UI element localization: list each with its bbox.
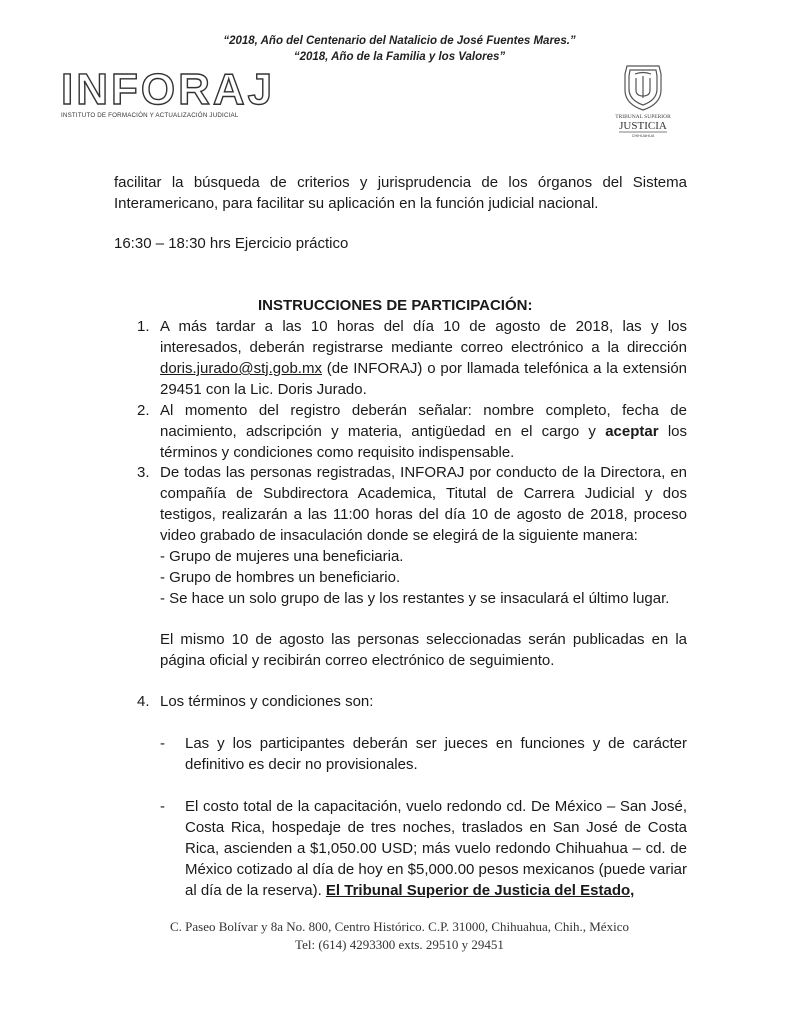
item-3-followup: El mismo 10 de agosto las personas seleccionadas serán publicadas en la página oficial y recibirán correo electrónico de seguimiento. (160, 631, 687, 669)
condition-2-bold-underline: El Tribunal Superior de Justicia del Estado, (325, 882, 635, 899)
seal-line-1: TRIBUNAL SUPERIOR (615, 114, 671, 120)
schedule-line: 16:30 – 18:30 hrs Ejercicio práctico (114, 235, 349, 252)
item-4-text: Los términos y condiciones son: (160, 693, 374, 710)
item-1-text (160, 316, 687, 400)
item-2-text-b: los términos y condiciones como requisito indispensable. (160, 423, 688, 461)
item-2-number: 2. (137, 402, 150, 419)
item-1-text-b: (de INFORAJ) o por llamada telefónica a la extensión 29451 con la Lic. Doris Jurado. (160, 360, 687, 398)
item-2-text-a: Al momento del registro deberán señalar: nombre completo, fecha de nacimiento, adscripción y materia, antigüedad en el cargo y (160, 402, 687, 440)
seal-line-3: CHIHUAHUA (631, 134, 655, 138)
seal-line-2: JUSTICIA (619, 120, 667, 132)
item-4-number: 4. (137, 693, 150, 710)
inforaj-logo-subtitle: INSTITUTO DE FORMACIÓN Y ACTUALIZACIÓN JUDICIAL (61, 112, 239, 119)
item-3-sub-1: - Grupo de mujeres una beneficiaria. (160, 548, 404, 565)
condition-1-bullet: - (160, 735, 165, 752)
header-motto-1: “2018, Año del Centenario del Natalicio de José Fuentes Mares.” (223, 35, 576, 47)
condition-2-text-body: El costo total de la capacitación, vuelo redondo cd. De México – San José, Costa Rica, hospedaje de tres noches, traslados en San José de Costa Rica, ascienden a $1,050.00 USD; más vuelo redondo Chihuahua – cd. de México cotizado al día de hoy en $5,000.00 pesos mexicanos (puede variar al día de la reserva). (185, 798, 687, 899)
footer-phone: Tel: (614) 4293300 exts. 29510 y 29451 (295, 937, 504, 952)
tribunal-seal (605, 60, 681, 140)
item-3-sub-2: - Grupo de hombres un beneficiario. (160, 569, 401, 586)
item-1-text-a: A más tardar a las 10 horas del día 10 de agosto de 2018, las y los interesados, deberán registrarse mediante correo electrónico a la dirección (160, 318, 687, 356)
item-3-text: De todas las personas registradas, INFORAJ por conducto de la Directora, en compañía de Subdirectora Academica, Titutal de Carrera Judicial y dos testigos, realizarán a las 11:00 horas del día 10 de agosto de 2018, proceso video grabado de insaculación donde se elegirá de la siguiente manera: (160, 464, 687, 544)
condition-2-text (185, 796, 687, 901)
item-2-bold: aceptar (605, 423, 659, 440)
intro-paragraph: facilitar la búsqueda de criterios y jurisprudencia de los órganos del Sistema Interamericano, para facilitar su aplicación en la función judicial nacional. (114, 174, 687, 212)
footer-address: C. Paseo Bolívar y 8a No. 800, Centro Histórico. C.P. 31000, Chihuahua, Chih., México (170, 919, 629, 934)
condition-1-text: Las y los participantes deberán ser jueces en funciones y de carácter definitivo es decir no provisionales. (185, 735, 687, 773)
item-3-sub-3: - Se hace un solo grupo de las y los restantes y se insaculará el último lugar. (160, 590, 670, 607)
item-1-email-link[interactable]: doris.jurado@stj.gob.mx (160, 360, 322, 377)
inforaj-logo: INFORAJ (61, 65, 276, 114)
item-2-text (160, 400, 687, 463)
condition-2-bullet: - (160, 798, 165, 815)
item-3-number: 3. (137, 464, 150, 481)
seal-emblem-icon (605, 60, 681, 140)
item-1-number: 1. (137, 318, 150, 335)
header-motto-2: “2018, Año de la Familia y los Valores” (293, 51, 506, 63)
instructions-heading: INSTRUCCIONES DE PARTICIPACIÓN: (258, 297, 533, 314)
